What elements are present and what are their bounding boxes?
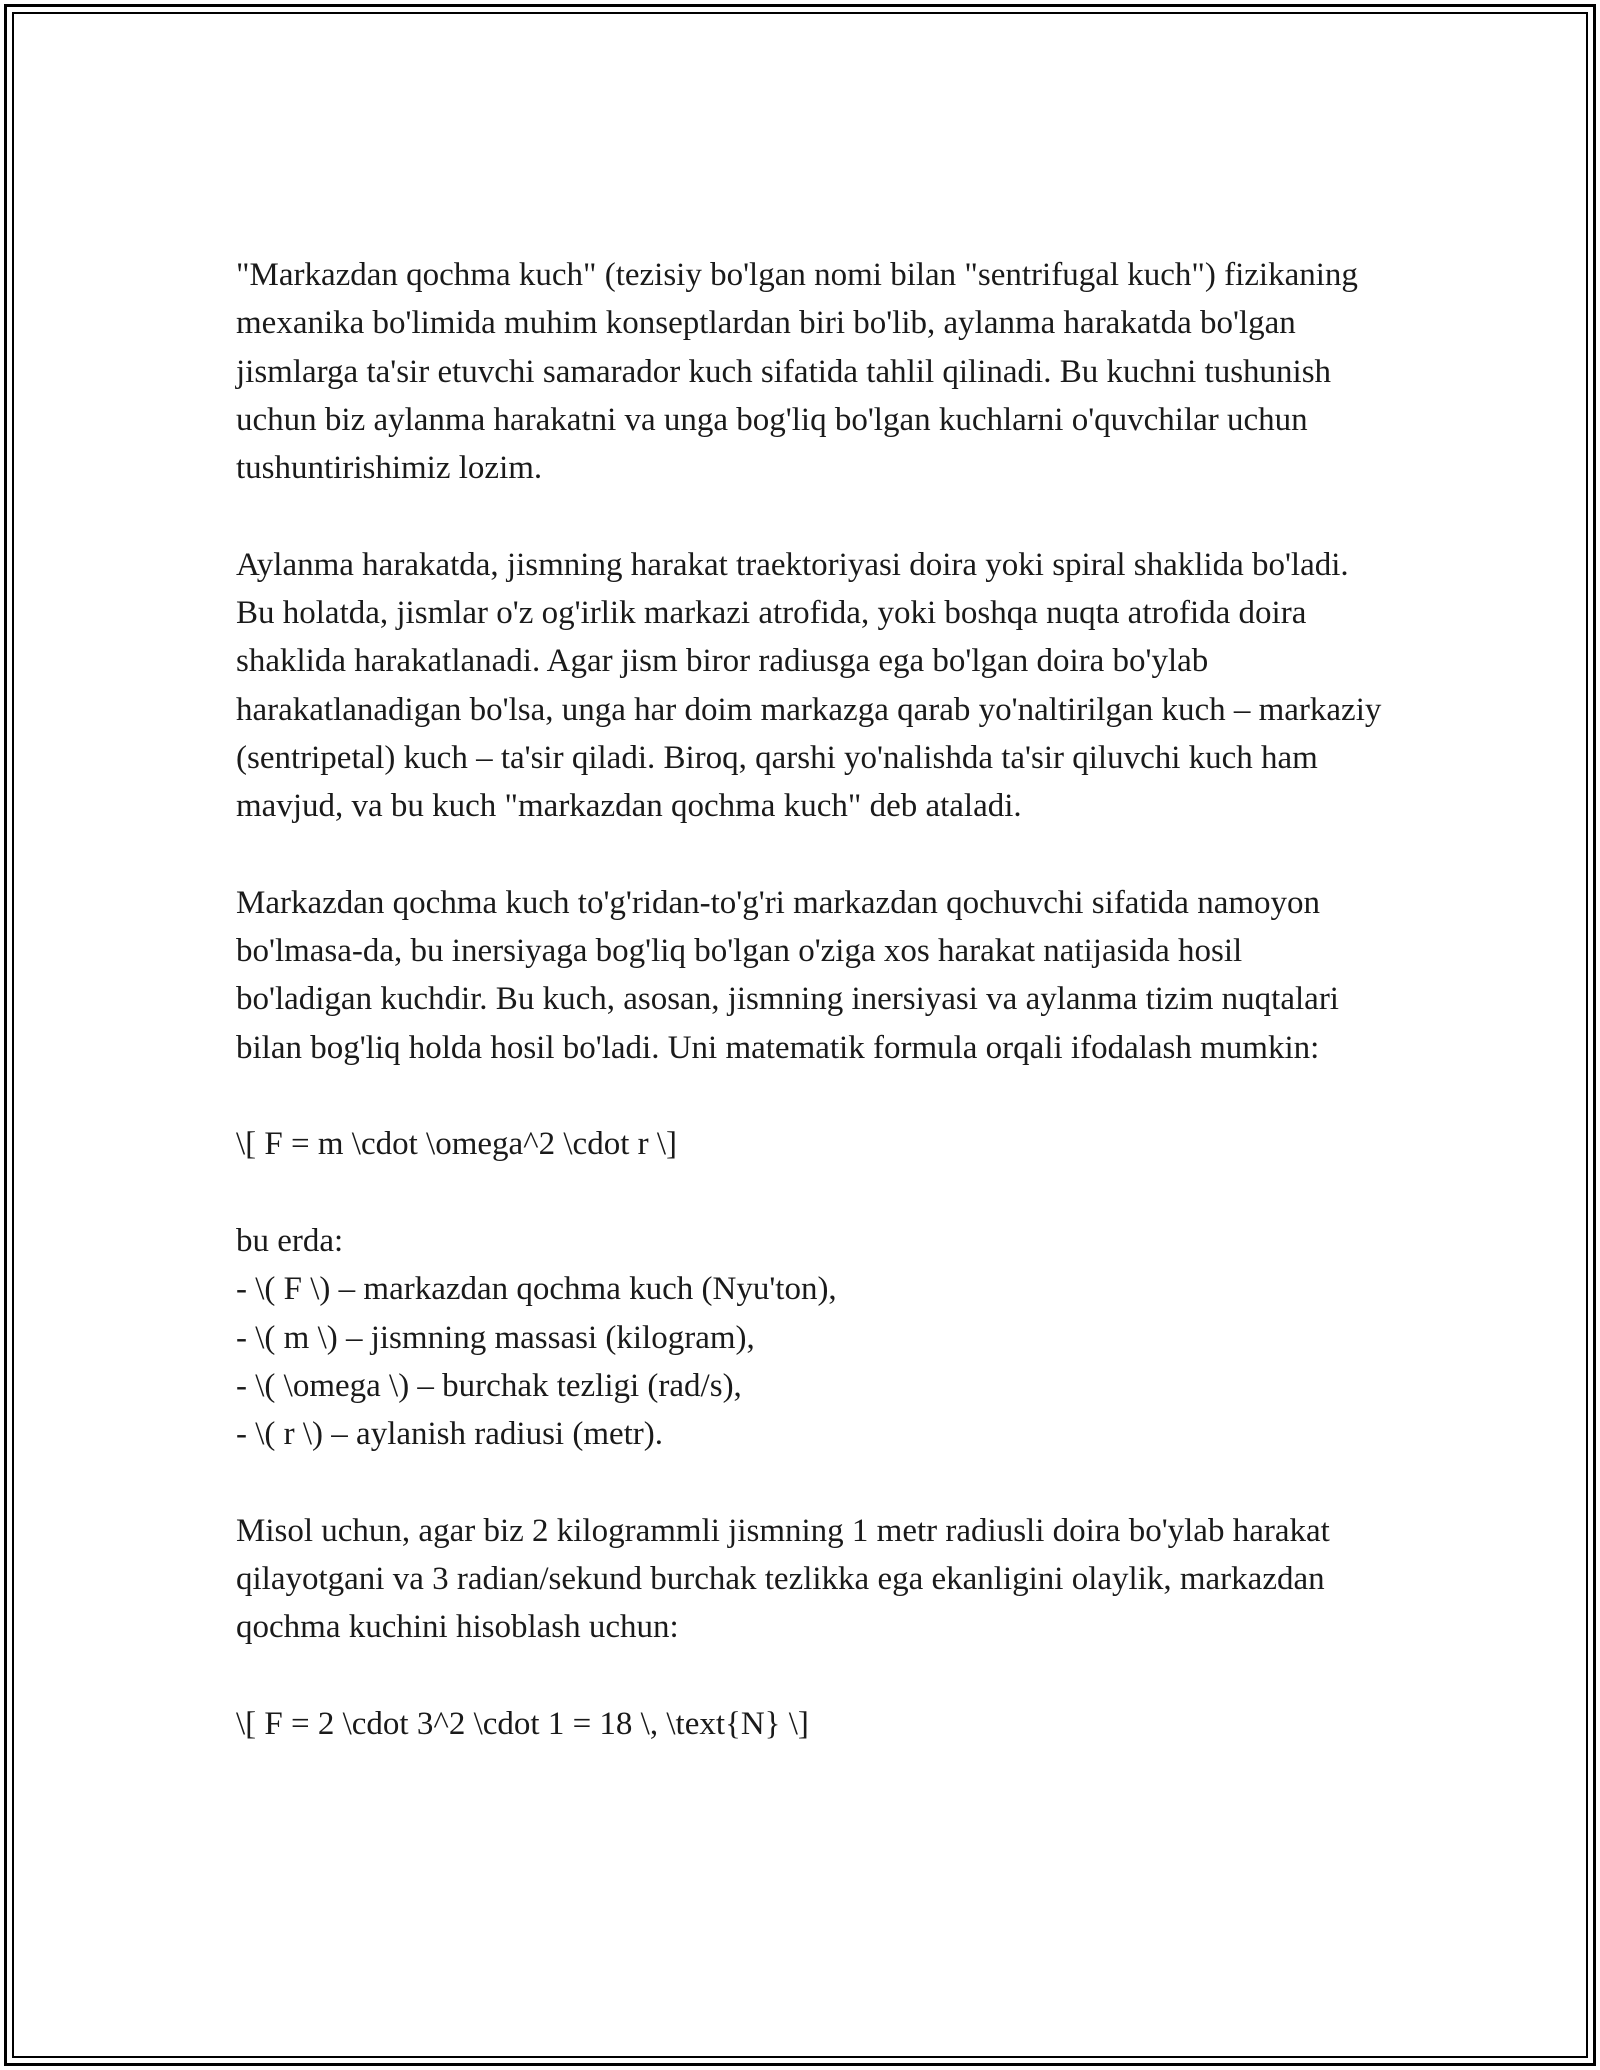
paragraph-example: Misol uchun, agar biz 2 kilogrammli jismning 1 metr radiusli doira bo'ylab harakat qilayotgani va 3 radian/sekund burchak tezlikka ega ekanligini olaylik, markazdan qochma kuchini hisoblash uchun: [236, 1512, 1330, 1646]
formula-centrifugal-force: \[ F = m \cdot \omega^2 \cdot r \] [236, 1126, 678, 1163]
definition-item-omega: - \( \omega \) – burchak tezligi (rad/s), [236, 1367, 742, 1404]
definition-item-f: - \( F \) – markazdan qochma kuch (Nyu'ton), [236, 1271, 837, 1308]
definition-item-m: - \( m \) – jismning massasi (kilogram), [236, 1319, 755, 1356]
formula-example-result: \[ F = 2 \cdot 3^2 \cdot 1 = 18 \, \text{N} \] [236, 1705, 809, 1742]
definition-item-r: - \( r \) – aylanish radiusi (metr). [236, 1416, 664, 1453]
paragraph-centrifugal-force: Markazdan qochma kuch to'g'ridan-to'g'ri markazdan qochuvchi sifatida namoyon bo'lmasa-da, bu inersiyaga bog'liq bo'lgan o'ziga xos harakat natijasida hosil bo'ladigan kuchdir. Bu kuch, asosan, jismning inersiyasi va aylanma tizim nuqtalari bilan bog'liq holda hosil bo'ladi. Uni matematik formula orqali ifodalash mumkin: [236, 884, 1339, 1066]
paragraph-circular-motion: Aylanma harakatda, jismning harakat traektoriyasi doira yoki spiral shaklida bo'ladi. Bu holatda, jismlar o'z og'irlik markazi atrofida, yoki boshqa nuqta atrofida doira shaklida harakatlanadi. Agar jism biror radiusga ega bo'lgan doira bo'ylab harakatlanadigan bo'lsa, unga har doim markazga qarab yo'naltirilgan kuch – markaziy (sentripetal) kuch – ta'sir qiladi. Biroq, qarshi yo'nalishda ta'sir qiluvchi kuch ham mavjud, va bu kuch "markazdan qochma kuch" deb ataladi. [236, 546, 1382, 825]
paragraph-intro: "Markazdan qochma kuch" (tezisiy bo'lgan nomi bilan "sentrifugal kuch") fizikaning mexanika bo'limida muhim konseptlardan biri bo'lib, aylanma harakatda bo'lgan jismlarga ta'sir etuvchi samarador kuch sifatida tahlil qilinadi. Bu kuchni tushunish uchun biz aylanma harakatni va unga bog'liq bo'lgan kuchlarni o'quvchilar uchun tushuntirishimiz lozim. [236, 257, 1358, 487]
definitions-intro: bu erda: [236, 1222, 344, 1259]
document-body [236, 251, 1386, 1797]
definitions-list [236, 1265, 1386, 1458]
